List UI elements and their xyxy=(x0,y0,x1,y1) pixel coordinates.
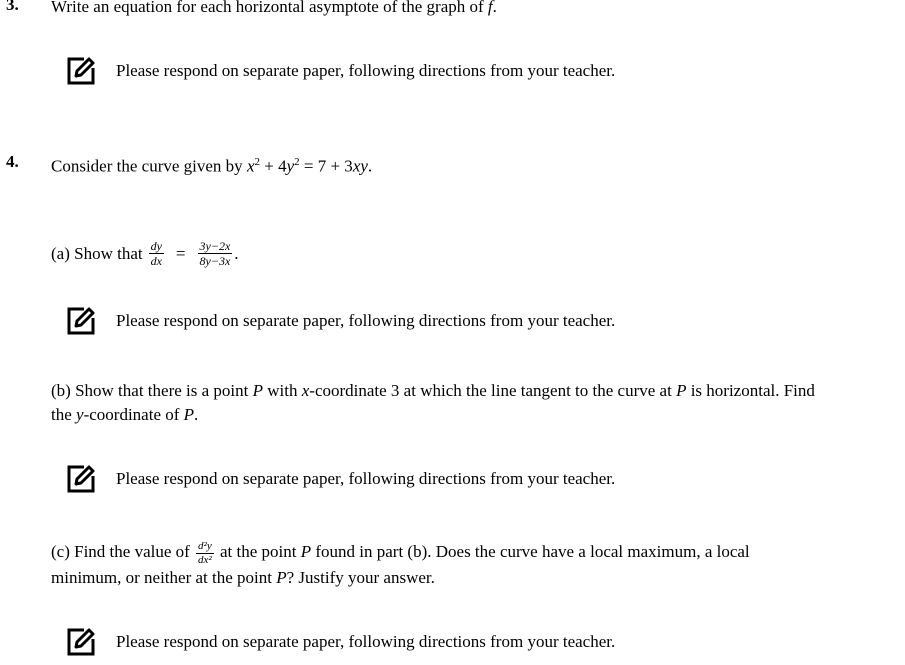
var-P: P xyxy=(183,405,195,424)
question-4-prompt xyxy=(51,150,372,179)
text: is horizontal. Find xyxy=(686,381,815,400)
response-note-4c xyxy=(66,627,615,657)
question-3-text: Write an equation for each horizontal asymptote of the graph of xyxy=(51,0,484,16)
fraction-second-derivative xyxy=(196,541,214,566)
frac-num: dy xyxy=(150,239,162,253)
question-3-period: . xyxy=(492,0,497,16)
part-c xyxy=(51,540,891,590)
var-P: P xyxy=(252,381,263,400)
eq-end: . xyxy=(367,156,373,176)
frac-den: 8y−3x xyxy=(199,254,231,268)
exponent: 2 xyxy=(294,156,300,168)
equals-sign: = xyxy=(175,243,186,263)
var-y: y xyxy=(76,405,84,424)
frac-den: dx xyxy=(150,254,162,268)
text: the xyxy=(51,405,77,424)
text: ? Justify your answer. xyxy=(286,567,435,587)
function-f: f xyxy=(487,0,493,16)
var-P: P xyxy=(300,542,312,561)
question-3-number: 3. xyxy=(6,0,19,14)
fraction-dy-dx xyxy=(149,240,164,267)
response-note-4a xyxy=(66,306,615,336)
text: -coordinate of xyxy=(83,405,184,424)
question-3-prompt xyxy=(51,0,497,19)
frac-den: dx² xyxy=(198,553,212,566)
part-b xyxy=(51,379,891,427)
edit-note-icon xyxy=(66,464,96,494)
response-note-4b xyxy=(66,464,615,494)
eq-part: + 4 xyxy=(259,156,287,176)
text: at the point xyxy=(215,542,301,561)
var-x: x xyxy=(301,381,310,400)
text: (c) Find the value of xyxy=(51,542,190,561)
text: minimum, or neither at the point xyxy=(51,567,277,587)
response-text: Please respond on separate paper, following directions from your teacher. xyxy=(116,632,616,651)
part-a xyxy=(51,240,239,267)
question-4-number: 4. xyxy=(6,152,19,171)
part-a-end: . xyxy=(234,243,239,263)
response-text: Please respond on separate paper, following directions from your teacher. xyxy=(116,311,616,330)
text: (b) Show that there is a point xyxy=(51,381,253,400)
part-a-label: (a) Show that xyxy=(51,243,143,263)
text: . xyxy=(194,405,199,424)
edit-note-icon xyxy=(66,306,96,336)
edit-note-icon xyxy=(66,56,96,86)
question-4-intro: Consider the curve given by xyxy=(51,156,243,176)
var-x: x xyxy=(246,156,255,176)
exponent: 2 xyxy=(254,156,260,168)
frac-num: d²y xyxy=(198,539,212,552)
var-y: y xyxy=(286,156,295,176)
text: found in part (b). Does the curve have a local maximum, a local xyxy=(311,542,750,561)
response-text: Please respond on separate paper, following directions from your teacher. xyxy=(116,61,616,80)
eq-part: = 7 + 3 xyxy=(299,156,353,176)
text: with xyxy=(263,381,302,400)
var-P: P xyxy=(276,567,287,587)
frac-num: 3y−2x xyxy=(199,239,231,253)
text: -coordinate 3 at which the line tangent to the curve at xyxy=(309,381,677,400)
edit-note-icon xyxy=(66,627,96,657)
response-text: Please respond on separate paper, following directions from your teacher. xyxy=(116,469,616,488)
var-xy: xy xyxy=(352,156,368,176)
var-P: P xyxy=(676,381,687,400)
response-note-q3 xyxy=(66,56,615,86)
fraction-rhs xyxy=(198,240,233,267)
